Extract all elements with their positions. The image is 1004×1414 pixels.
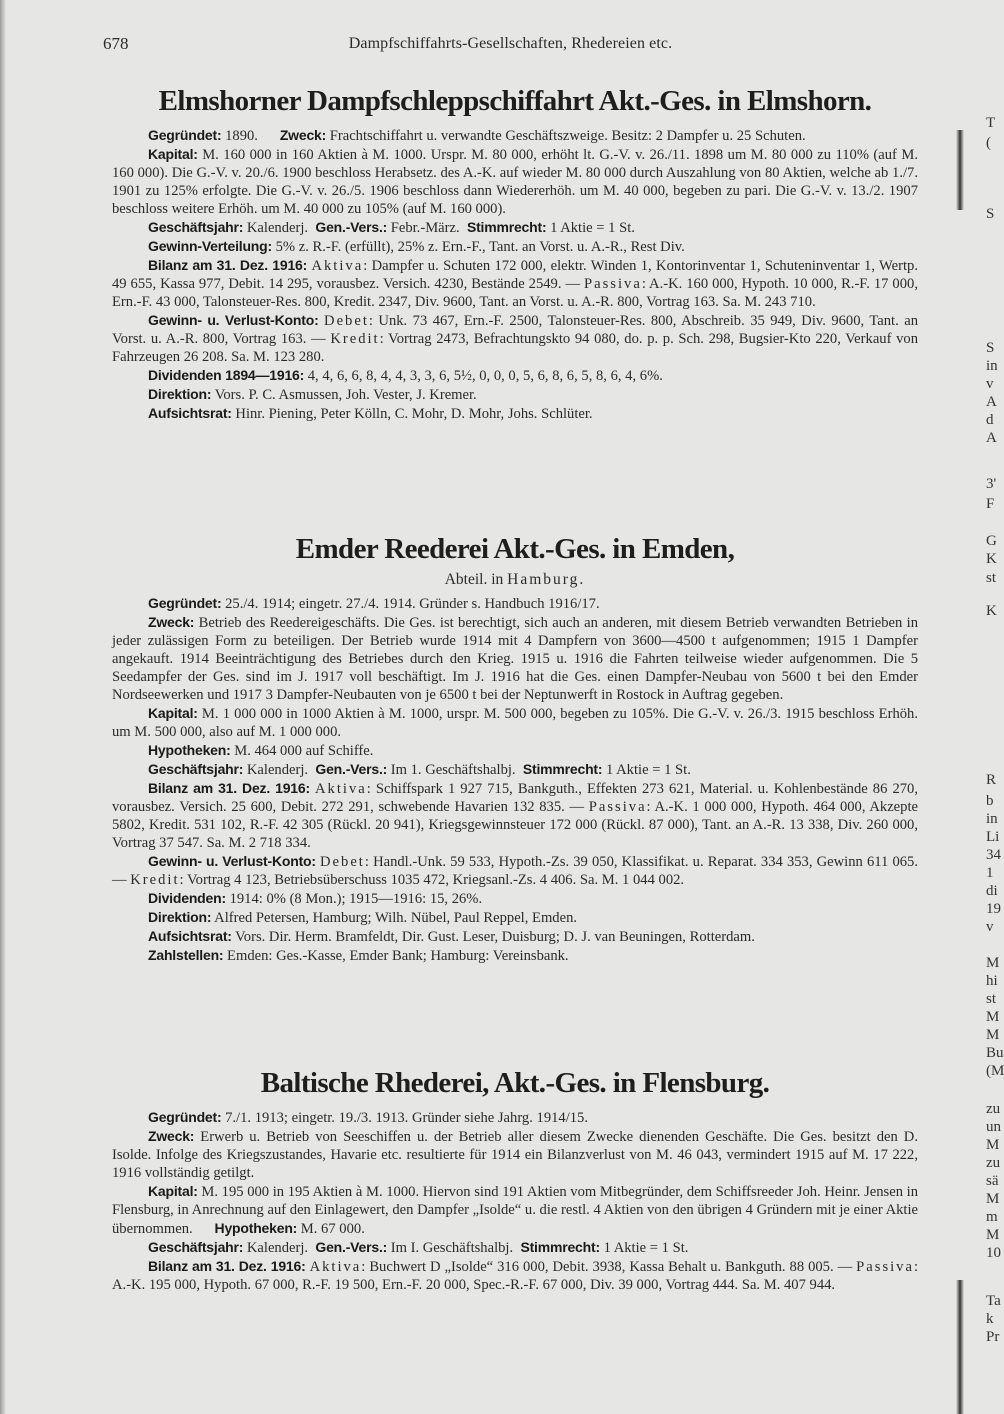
field-text: : A.-K. 160 000, Hypoth. 10 000, R.-F. 17 000, Ern.-F. 43 000, Talonsteuer-Res. 800, Kredit. 2347, Div. 9600, Tant. an Vorst. u. A.-R. 800, Vortrag 163. Sa. M. 243 710.: [112, 276, 922, 310]
running-title: Dampfschiffahrts-Gesellschaften, Rhedereien etc.: [348, 35, 673, 52]
facing-page-fragment: 34: [986, 847, 1001, 863]
company-title: Baltische Rhederei, Akt.-Ges. in Flensburg.: [260, 1067, 770, 1099]
subtitle-city: Hamburg.: [507, 571, 586, 588]
facing-page-fragment: 10: [986, 1245, 1001, 1261]
facing-page-fragment: m: [986, 1209, 998, 1225]
field-label: Kapital:: [148, 1183, 198, 1199]
field-text: Frachtschiffahrt u. verwandte Geschäftszweige. Besitz: 2 Dampfer u. 25 Schuten.: [326, 128, 806, 144]
facing-page-fragment: v: [986, 376, 994, 392]
facing-page-fragment: G: [986, 533, 997, 549]
field-text: : Unk. 73 467, Ern.-F. 2500, Talonsteuer-Res. 800, Abschreib. 35 949, Div. 9600, Tant. an Vorst. u. A.-R. 800, Vortrag 163. —: [112, 313, 922, 347]
field-label: Bilanz am 31. Dez. 1916:: [148, 257, 308, 273]
field-label: Zahlstellen:: [148, 947, 224, 963]
facing-page-fragment: k: [986, 1311, 994, 1327]
entry-paragraph: [112, 126, 918, 145]
facing-page-fragment: Bu: [986, 1045, 1004, 1061]
field-text: : Vortrag 4 123, Betriebsüberschuss 1035 472, Kriegsanl.-Zs. 4 406. Sa. M. 1 044 002.: [179, 872, 685, 888]
facing-page-fragment: d: [986, 412, 994, 428]
facing-page-fragment: K: [986, 603, 997, 619]
spaced-label: Passiva: [856, 1259, 914, 1275]
field-text: : Handl.-Unk. 59 533, Hypoth.-Zs. 39 050, Klassifikat. u. Reparat. 334 353, Gewinn 611 065. —: [112, 854, 922, 888]
facing-page-fragment: M: [986, 1009, 1000, 1025]
field-text: Alfred Petersen, Hamburg; Wilh. Nübel, Paul Reppel, Emden.: [211, 910, 578, 926]
field-label: Gen.-Vers.:: [315, 1239, 388, 1255]
field-label: Bilanz am 31. Dez. 1916:: [148, 1258, 306, 1274]
facing-page-fragment: st: [986, 991, 997, 1007]
facing-page-fragment: 19: [986, 901, 1001, 917]
spaced-label: Aktiva: [315, 781, 367, 797]
field-text: : Vortrag 2473, Befrachtungskto 94 080, do. p. p. Sch. 298, Bugsier-Kto 220, Verkauf von Fahrzeugen 26 208. Sa. M. 123 280.: [112, 331, 922, 365]
facing-page-fragment: M: [986, 1137, 1000, 1153]
facing-page-fragment: Ta: [986, 1293, 1001, 1309]
entry-paragraph: [112, 311, 922, 366]
facing-page-fragment: un: [986, 1119, 1001, 1135]
facing-page-fragment: A: [986, 394, 997, 410]
field-text: : Buchwert D „Isolde“ 316 000, Debit. 3938, Kassa Behalt u. Bankguth. 88 005. —: [361, 1259, 857, 1275]
facing-page-fragment: M: [986, 1227, 1000, 1243]
field-label: Geschäftsjahr:: [148, 761, 244, 777]
field-label: Gegründet:: [148, 127, 222, 143]
field-label: Kapital:: [148, 705, 198, 721]
field-text: 1 Aktie = 1 St.: [599, 1240, 689, 1256]
facing-page-fragment: M: [986, 1191, 1000, 1207]
field-label: Stimmrecht:: [520, 1239, 600, 1255]
spaced-label: Debet: [324, 313, 369, 329]
field-text: 25./4. 1914; eingetr. 27./4. 1914. Gründer s. Handbuch 1916/17.: [221, 596, 600, 612]
spaced-label: Aktiva: [309, 1259, 362, 1275]
field-text: : Schiffspark 1 927 715, Bankguth., Effekten 273 621, Material. u. Kohlenbestände 86 270, vorausbez. Versich. 25 600, Debit. 272 291, schwebende Havarien 132 835. —: [112, 781, 922, 815]
entry-paragraph: [112, 704, 922, 741]
facing-page-fragment: zu: [986, 1155, 1001, 1171]
facing-page-fragment: in: [986, 811, 998, 827]
field-label: Hypotheken:: [148, 742, 231, 758]
facing-page-fragment: S: [986, 206, 995, 222]
facing-page-fragment: (: [986, 135, 991, 151]
entry-paragraph: [112, 237, 918, 256]
field-label: Gegründet:: [148, 1109, 222, 1125]
field-label: Geschäftsjahr:: [148, 219, 244, 235]
field-label: Aufsichtsrat:: [148, 928, 232, 944]
field-text: 1 Aktie = 1 St.: [602, 762, 691, 778]
facing-page-fragment: T: [986, 115, 996, 131]
gutter-shadow: [956, 1280, 964, 1414]
field-text: Kalenderj.: [243, 1240, 316, 1256]
facing-page-fragment: di: [986, 883, 998, 899]
facing-page-fragment: v: [986, 919, 994, 935]
entry-paragraph: [112, 779, 922, 852]
field-text: Vors. P. C. Asmussen, Joh. Vester, J. Kremer.: [211, 387, 477, 403]
field-label: Gegründet:: [148, 595, 222, 611]
field-label: Aufsichtsrat:: [148, 405, 232, 421]
field-text: 5% z. R.-F. (erfüllt), 25% z. Ern.-F., Tant. an Vorst. u. A.-R., Rest Div.: [271, 239, 685, 255]
company-subtitle: [112, 570, 918, 590]
facing-page-fragment: b: [986, 793, 994, 809]
facing-page-fragment: M: [986, 1027, 1000, 1043]
field-label: Geschäftsjahr:: [148, 1239, 244, 1255]
field-text: M. 195 000 in 195 Aktien à M. 1000. Hiervon sind 191 Aktien vom Mitbegründer, dem Schiffsreeder Joh. Heinr. Jensen in Flensburg, in Anrechnung auf den Einlagewert, den Dampfer „Isolde“ u. die restl. 4 Aktien von den übrigen 4 Gründern mit je einer Aktie übernommen.: [112, 1184, 922, 1237]
entry-paragraph: [112, 946, 918, 965]
spaced-label: Debet: [320, 854, 365, 870]
facing-page-fragment: M: [986, 955, 1000, 971]
field-label: Dividenden:: [148, 890, 226, 906]
entry-paragraph: [112, 594, 918, 613]
facing-page-fragment: S: [986, 340, 995, 356]
field-text: Im I. Geschäftshalbj.: [387, 1240, 521, 1256]
field-text: M. 67 000.: [297, 1221, 365, 1237]
field-label: Dividenden 1894—1916:: [148, 367, 305, 383]
field-label: Gewinn-Verteilung:: [148, 238, 272, 254]
gutter-shadow: [956, 130, 964, 210]
field-text: Betrieb des Reedereigeschäfts. Die Ges. ist berechtigt, sich auch an anderen, mit diesem Betrieb verwandten Betrieben in jeder zulässigen Form zu beteiligen. Der Betrieb wurde 1914 mit 4 Dampfern von 3600—4500 t aufgenommen; 1915 1 Dampfer angekauft. 1914 Beeinträchtigung des Betriebes durch den Krieg. 1915 u. 1916 die Fahrten teilweise wieder aufgenommen. Die 5 Seedampfer der Ges. sind im J. 1917 voll beschäftigt. Im J. 1916 hat die Ges. einen Dampfer-Neubau von 5600 t bei den Emder Nordseewerken und 1917 3 Dampfer-Neubauten von je 6500 t bei der Neptunwerft in Rostock in Auftrag gegeben.: [112, 615, 922, 703]
entry-paragraph: [112, 1182, 922, 1238]
field-text: Hinr. Piening, Peter Kölln, C. Mohr, D. Mohr, Johs. Schlüter.: [231, 406, 593, 422]
field-text: 7./1. 1913; eingetr. 19./3. 1913. Gründer siehe Jahrg. 1914/15.: [221, 1110, 589, 1126]
page-number: 678: [103, 34, 129, 53]
company-entry-baltische-rhederei: [112, 1066, 922, 1294]
facing-page-fragment: Pr: [986, 1329, 1000, 1345]
field-label: Zweck:: [279, 127, 327, 143]
facing-page-fragment: sä: [986, 1173, 999, 1189]
field-label: Hypotheken:: [214, 1220, 298, 1236]
entry-paragraph: [112, 385, 918, 404]
field-text: Emden: Ges.-Kasse, Emder Bank; Hamburg: Vereinsbank.: [223, 948, 569, 964]
facing-page-fragment: st: [986, 570, 997, 586]
field-text: Febr.-März.: [387, 220, 467, 236]
entry-paragraph: [112, 256, 922, 311]
field-label: Gen.-Vers.:: [315, 761, 388, 777]
facing-page-fragment: Li: [986, 829, 1000, 845]
company-entry-elmshorner: [112, 84, 922, 532]
entry-paragraph: [112, 145, 922, 218]
facing-page-fragment: 1: [986, 865, 994, 881]
field-label: Zweck:: [148, 614, 195, 630]
entry-paragraph: [112, 1127, 922, 1182]
field-text: 1914: 0% (8 Mon.); 1915—1916: 15, 26%.: [225, 891, 483, 907]
field-text: Erwerb u. Betrieb von Seeschiffen u. der Betrieb aller diesem Zwecke dienenden Geschäfte. Die Ges. besitzt den D. Isolde. Infolge des Kriegszustandes, Havarie etc. resultierte für 1914 ein Bilanzverlust von M. 46 043, vermindert 1915 auf M. 17 222, 1916 vollständig getilgt.: [112, 1129, 922, 1181]
field-label: Stimmrecht:: [466, 219, 547, 235]
facing-page-fragment: 3': [986, 476, 997, 492]
entry-paragraph: [112, 908, 918, 927]
field-text: : Dampfer u. Schuten 172 000, elektr. Winden 1, Kontorinventar 1, Schuteninventar 1, Wertp. 49 655, Kassa 977, Debit. 14 295, vorausbez. Versich. 4230, Bestände 2549. —: [112, 258, 922, 292]
field-text: Kalenderj.: [243, 762, 316, 778]
entry-body: [112, 1108, 922, 1294]
company-title: Emder Reederei Akt.-Ges. in Emden,: [295, 533, 735, 565]
field-label: Direktion:: [148, 909, 212, 925]
field-text: M. 464 000 auf Schiffe.: [230, 743, 374, 759]
spaced-label: Passiva: [584, 276, 642, 292]
field-text: 4, 4, 6, 6, 8, 4, 4, 3, 3, 6, 5½, 0, 0, 0, 5, 6, 8, 6, 5, 8, 6, 4, 6%.: [304, 368, 663, 384]
entry-paragraph: [112, 927, 918, 946]
entry-paragraph: [112, 366, 918, 385]
entry-body: [112, 126, 922, 423]
field-text: M. 160 000 in 160 Aktien à M. 1000. Urspr. M. 80 000, erhöht lt. G.-V. v. 26./11. 1898 um M. 80 000 zu 110% (auf M. 160 000). Die G.-V. v. 20./6. 1900 beschloss Herabsetz. des A.-K. auf wieder M. 80 000 durch Auszahlung von 80 Aktien, welche ab 1./7. 1901 zu 125% erfolgte. Die G.-V. v. 26./5. 1906 beschloss dann Wiedererhöh. um M. 40 000, begeben zu pari. Die G.-V. v. 13./2. 1907 beschloss weitere Erhöh. um M. 40 000 zu 105% (auf M. 160 000).: [112, 147, 922, 217]
field-text: Kalenderj.: [243, 220, 316, 236]
field-label: Zweck:: [148, 1128, 195, 1144]
field-label: Kapital:: [148, 146, 198, 162]
facing-page-fragment: K: [986, 551, 997, 567]
field-label: Gewinn- u. Verlust-Konto:: [148, 853, 316, 869]
entry-paragraph: [112, 760, 918, 779]
facing-page-fragment: zu: [986, 1101, 1001, 1117]
entry-paragraph: [112, 1257, 921, 1294]
facing-page-fragment: F: [986, 496, 995, 512]
entry-paragraph: [112, 218, 918, 237]
field-text: Im 1. Geschäftshalbj.: [387, 762, 523, 778]
facing-page-fragment: in: [986, 358, 998, 374]
entry-paragraph: [112, 1238, 918, 1257]
entry-paragraph: [112, 889, 918, 908]
entry-paragraph: [112, 852, 922, 889]
entry-paragraph: [112, 741, 918, 760]
entry-paragraph: [112, 404, 918, 423]
field-text: : A.-K. 195 000, Hypoth. 67 000, R.-F. 19 500, Ern.-F. 20 000, Spec.-R.-F. 67 000, Div. 39 000, Vortrag 444. Sa. M. 407 944.: [112, 1259, 921, 1293]
field-text: : A.-K. 1 000 000, Hypoth. 464 000, Akzepte 5802, Kredit. 531 102, R.-F. 42 305 (Rückl. 20 941), Kriegsgewinnsteuer 172 000 (Rückl. 87 000), Tant. an A.-R. 13 338, Div. 260 000, Vortrag 37 547. Sa. M. 2 718 334.: [112, 799, 922, 851]
spaced-label: Aktiva: [311, 258, 364, 274]
field-label: Direktion:: [148, 386, 212, 402]
entry-paragraph: [112, 1108, 918, 1127]
facing-page-fragment: hi: [986, 973, 998, 989]
entry-body: [112, 594, 922, 965]
field-label: Bilanz am 31. Dez. 1916:: [148, 780, 310, 796]
facing-page-fragment: (M: [986, 1063, 1004, 1079]
entry-paragraph: [112, 613, 922, 704]
field-text: M. 1 000 000 in 1000 Aktien à M. 1000, urspr. M. 500 000, begeben zu 105%. Die G.-V. v. 26./3. 1915 beschloss Erhöh. um M. 500 000, also auf M. 1 000 000.: [112, 706, 922, 740]
facing-page-fragment: A: [986, 430, 997, 446]
spaced-label: Passiva: [588, 799, 647, 815]
field-label: Stimmrecht:: [522, 761, 603, 777]
field-text: 1890.: [221, 128, 280, 144]
field-text: Vors. Dir. Herm. Bramfeldt, Dir. Gust. Leser, Duisburg; D. J. van Beuningen, Rotterdam.: [231, 929, 755, 945]
subtitle-prefix: Abteil. in: [444, 571, 508, 588]
spaced-label: Kredit: [330, 331, 380, 347]
field-text: 1 Aktie = 1 St.: [546, 220, 635, 236]
spaced-label: Kredit: [130, 872, 180, 888]
facing-page-fragment: R: [986, 772, 997, 788]
company-title: Elmshorner Dampfschleppschiffahrt Akt.-Ges. in Elmshorn.: [158, 85, 872, 117]
company-entry-emder-reederei: [112, 532, 922, 1066]
field-label: Gewinn- u. Verlust-Konto:: [148, 312, 319, 328]
field-label: Gen.-Vers.:: [315, 219, 388, 235]
